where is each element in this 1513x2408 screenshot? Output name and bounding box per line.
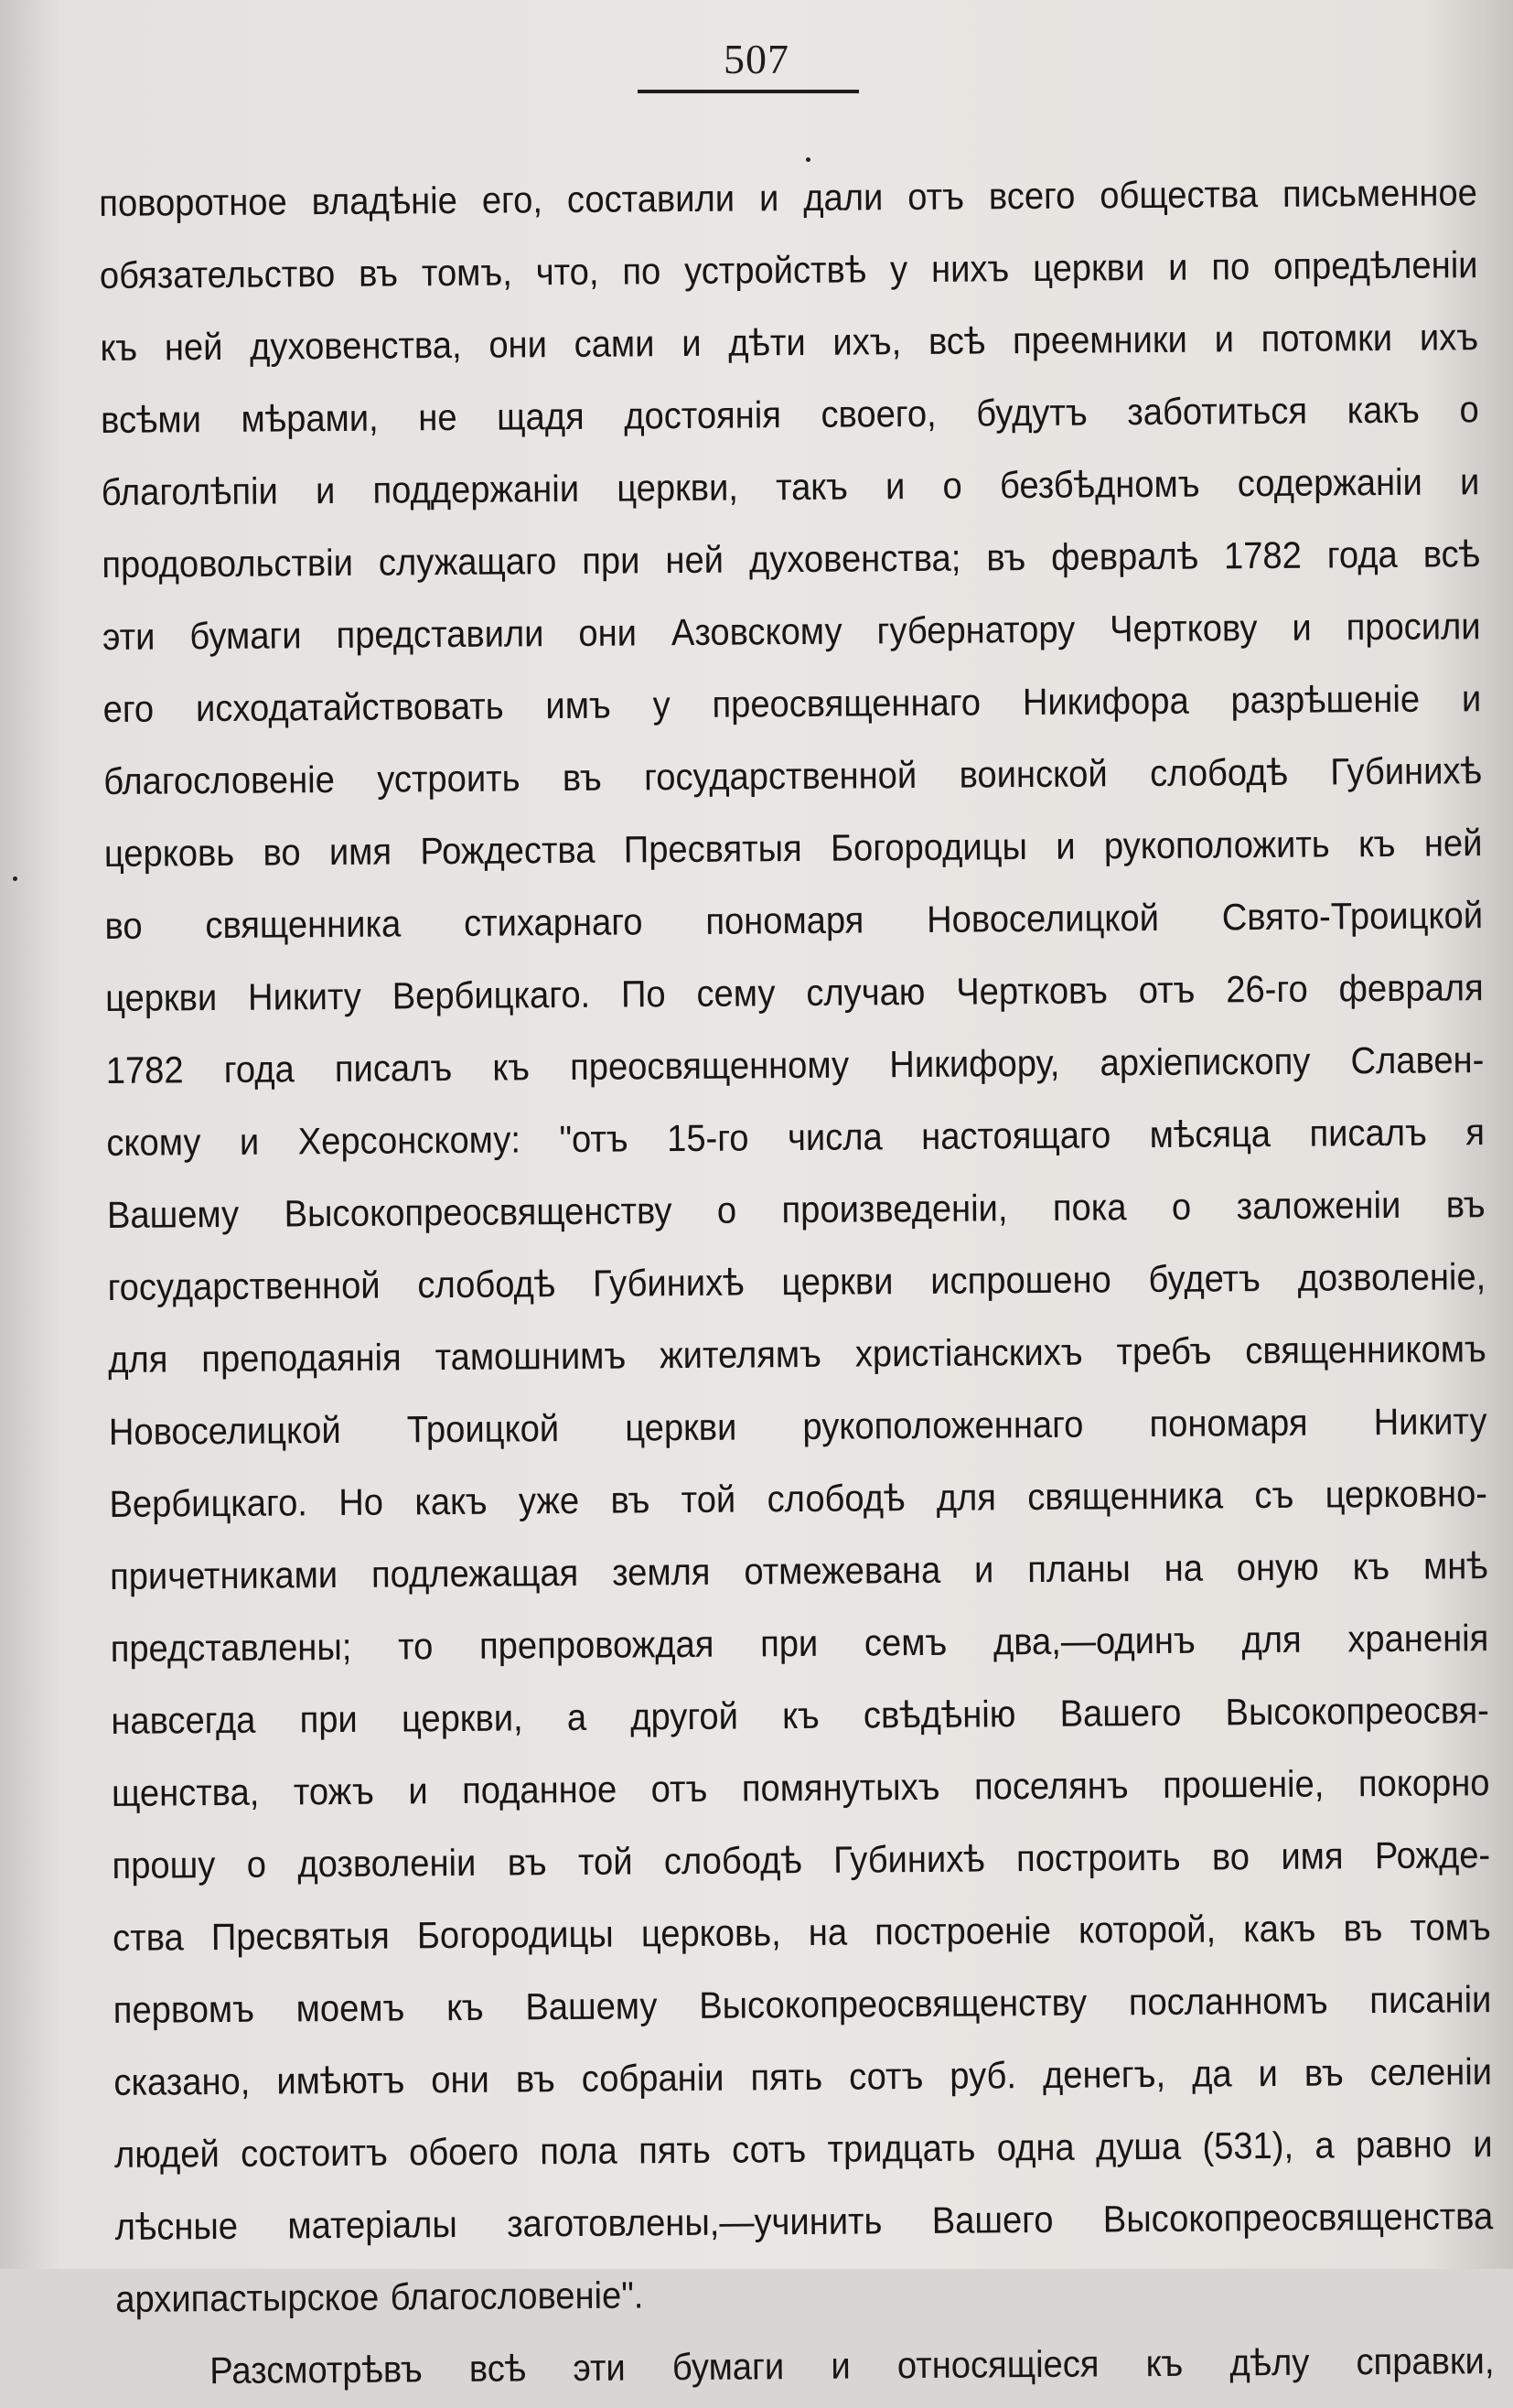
page-number: 507 — [724, 36, 789, 82]
text-line: благолѣпіи и поддержаніи церкви, такъ и о безбѣдномъ содержаніи и — [101, 460, 1480, 513]
text-line: 1782 года писалъ къ преосвященному Никифору, архіепископу Славен- — [105, 1038, 1485, 1091]
text-line: архипастырское благословеніе". — [115, 2274, 644, 2320]
body-text — [99, 156, 1497, 2408]
text-line: причетниками подлежащая земля отмежевана и планы на оную къ мнѣ — [109, 1544, 1488, 1597]
text-line: Разсмотрѣвъ всѣ эти бумаги и относящіеся къ дѣлу справки, — [209, 2339, 1495, 2392]
text-line: всѣми мѣрами, не щадя достоянія своего, будутъ заботиться какъ о — [100, 388, 1479, 441]
text-line: представлены; то препровождая при семъ два,—одинъ для храненія — [110, 1617, 1489, 1670]
text-line: ства Пресвятыя Богородицы церковь, на построеніе которой, какъ въ томъ — [113, 1906, 1491, 1959]
text-line: сказано, имѣютъ они въ собраніи пять сотъ руб. денегъ, да и въ селеніи — [113, 2050, 1493, 2103]
text-line: людей состоитъ обоего пола пять сотъ тридцать одна душа (531), а равно и — [113, 2123, 1493, 2176]
text-line: лѣсные матеріалы заготовлены,—учинить Вашего Высокопреосвященства — [114, 2195, 1494, 2248]
text-line: благословеніе устроить въ государственной воинской слободѣ Губинихѣ — [103, 749, 1483, 802]
text-line: его исходатайствовать имъ у преосвященнаго Никифора разрѣшеніе и — [102, 677, 1482, 730]
text-line: государственной слободѣ Губинихѣ церкви испрошено будетъ дозволеніе, — [107, 1255, 1486, 1308]
text-line: Новоселицкой Троицкой церкви рукоположеннаго пономаря Никиту — [108, 1400, 1487, 1453]
text-line: навсегда при церкви, а другой къ свѣдѣнію Вашего Высокопреосвя- — [111, 1689, 1490, 1742]
text-line: Вашему Высокопреосвященству о произведеніи, пока о заложеніи въ — [106, 1183, 1486, 1236]
text-line: скому и Херсонскому: "отъ 15-го числа настоящаго мѣсяца писалъ я — [106, 1111, 1486, 1164]
text-line: щенства, тожъ и поданное отъ помянутыхъ поселянъ прошеніе, покорно — [111, 1761, 1490, 1814]
header-rule — [638, 90, 859, 93]
text-line: эти бумаги представили они Азовскому губернатору Черткову и просили — [102, 605, 1481, 658]
text-line: для преподаянія тамошнимъ жителямъ христіанскихъ требъ священникомъ — [108, 1328, 1486, 1381]
text-line: церкви Никиту Вербицкаго. По сему случаю Чертковъ отъ 26-го февраля — [104, 966, 1484, 1019]
stray-mark — [13, 876, 17, 881]
text-line: первомъ моемъ къ Вашему Высокопреосвященству посланномъ писаніи — [113, 1978, 1492, 2031]
text-line: церковь во имя Рождества Пресвятыя Богородицы и рукоположить къ ней — [103, 822, 1483, 875]
text-line: прошу о дозволеніи въ той слободѣ Губинихѣ построить во имя Рожде- — [112, 1833, 1491, 1887]
text-line: продовольствіи служащаго при ней духовенства; въ февралѣ 1782 года всѣ — [102, 532, 1481, 586]
text-line: Вербицкаго. Но какъ уже въ той слободѣ для священника съ церковно- — [109, 1472, 1488, 1525]
text-line: поворотное владѣніе его, составили и дали отъ всего общества письменное — [99, 171, 1478, 224]
text-line: обязательство въ томъ, что, по устройствѣ у нихъ церкви и по опредѣленіи — [99, 243, 1478, 296]
text-line: къ ней духовенства, они сами и дѣти ихъ, всѣ преемники и потомки ихъ — [100, 316, 1479, 369]
text-line: во священника стихарнаго пономаря Новоселицкой Свято-Троицкой — [104, 894, 1484, 947]
